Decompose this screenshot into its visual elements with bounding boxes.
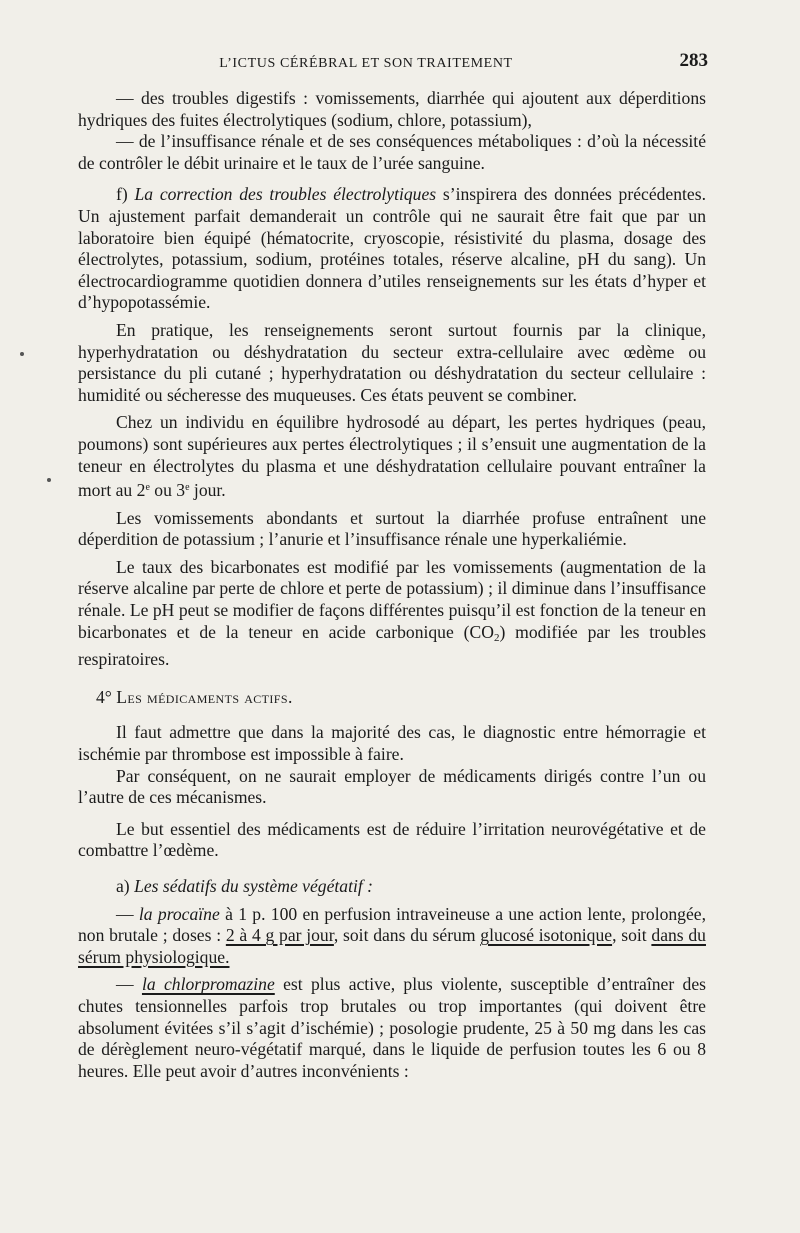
margin-dot bbox=[20, 352, 24, 356]
paragraph-chlorpromazine: — la chlorpromazine est plus active, plus violente, susceptible d’entraîner des chutes tensionnelles parfois trop brutales ou trop importantes (qui doivent être absolument évitées s’il s’agit d’ischémie) ; posologie prudente, 25 à 50 mg dans les cas de dérèglement neuro-végétatif marqué, dans le liquide de perfusion toutes les 6 ou 8 heures. Elle peut avoir d’autres inconvénients : bbox=[78, 974, 707, 1081]
item-title: Les sédatifs du système végétatif : bbox=[134, 876, 374, 896]
section-heading bbox=[78, 687, 706, 709]
handwritten-underline: glucosé isotonique bbox=[480, 925, 613, 946]
handwritten-underline: dans du sérum physiologique. bbox=[78, 925, 706, 967]
paragraph-consequence: Par conséquent, on ne saurait employer de médicaments dirigés contre l’un ou l’autre de ces mécanismes. bbox=[78, 765, 706, 808]
paragraph-potassium-loss: Les vomissements abondants et surtout la diarrhée profuse entraînent une déperdition de potassium ; l’anurie et l’insuffisance rénale une hyperkaliémie. bbox=[78, 507, 706, 550]
paragraph-hydric-losses: Chez un individu en équilibre hydrosodé au départ, les pertes hydriques (peau, poumons) sont supérieures aux pertes électrolytiques ; il s’ensuit une augmentation de la teneur en électrolytes du plasma et une déshydratation cellulaire pouvant entraîner la mort au 2e ou 3e jour. bbox=[78, 412, 706, 501]
paragraph-electrolyte-correction bbox=[78, 184, 706, 314]
paragraph-diagnosis: Il faut admettre que dans la majorité des cas, le diagnostic entre hémorragie et ischémie par thrombose est impossible à faire. bbox=[78, 722, 706, 765]
paragraph-sedatives-heading bbox=[78, 876, 706, 898]
body-text bbox=[78, 88, 706, 1082]
item-title: La correction des troubles électrolytiques bbox=[134, 184, 437, 205]
page-header bbox=[116, 50, 708, 76]
paragraph-procaine: — la procaïne à 1 p. 100 en perfusion intraveineuse a une action lente, prolongée, non brutale ; doses : 2 à 4 g par jour, soit dans du sérum glucosé isotonique, soit dans du sérum physiologique. bbox=[78, 903, 706, 967]
handwritten-underline: 2 à 4 g par jour bbox=[225, 925, 334, 946]
paragraph-digestive-troubles: — des troubles digestifs : vomissements, diarrhée qui ajoutent aux déperditions hydriques des fuites électrolytiques (sodium, chlore, potassium), bbox=[78, 88, 706, 130]
item-label: a) bbox=[116, 876, 130, 896]
page-number: 283 bbox=[679, 50, 708, 71]
running-head: L’ICTUS CÉRÉBRAL ET SON TRAITEMENT bbox=[219, 56, 513, 71]
paragraph-renal-insufficiency: — de l’insuffisance rénale et de ses conséquences métaboliques : d’où la nécessité de contrôler le débit urinaire et le taux de l’urée sanguine. bbox=[78, 131, 706, 173]
item-text: s’inspirera des données précédentes. Un ajustement parfait demanderait un contrôle qui ne saurait être fait que par un laboratoire bien équipé (hématocrite, cryoscopie, résistivité du plasma, dosage des électrolytes, potassium, sodium, protéines totales, réserve alcaline, pH du sang). Un électrocardiogramme quotidien donnera d’utiles renseignements sur les états d’hyper et d’hypopotassémie. bbox=[78, 184, 706, 313]
section-number: 4° bbox=[96, 686, 112, 707]
paragraph-clinical-practice: En pratique, les renseignements seront surtout fournis par la clinique, hyperhydratation ou déshydratation du secteur extra-cellulaire avec œdème ou persistance du pli cutané ; hyperhydratation ou déshydratation du secteur cellulaire : humidité ou sécheresse des muqueuses. Ces états peuvent se combiner. bbox=[78, 319, 706, 405]
paragraph-essential-goal: Le but essentiel des médicaments est de réduire l’irritation neurovégétative et de combattre l’œdème. bbox=[78, 818, 706, 861]
paragraph-bicarbonates: Le taux des bicarbonates est modifié par les vomissements (augmentation de la réserve alcaline par perte de chlore et perte de potassium) ; il diminue dans l’insuffisance rénale. Le pH peut se modifier de façons différentes puisqu’il est fonction de la teneur en bicarbonates et de la teneur en acide carbonique $(CO_2)$ modifiée par les troubles respiratoires. bbox=[78, 556, 706, 670]
margin-dot bbox=[47, 478, 51, 482]
item-label: f) bbox=[116, 184, 128, 205]
section-title: Les médicaments actifs. bbox=[116, 686, 293, 707]
